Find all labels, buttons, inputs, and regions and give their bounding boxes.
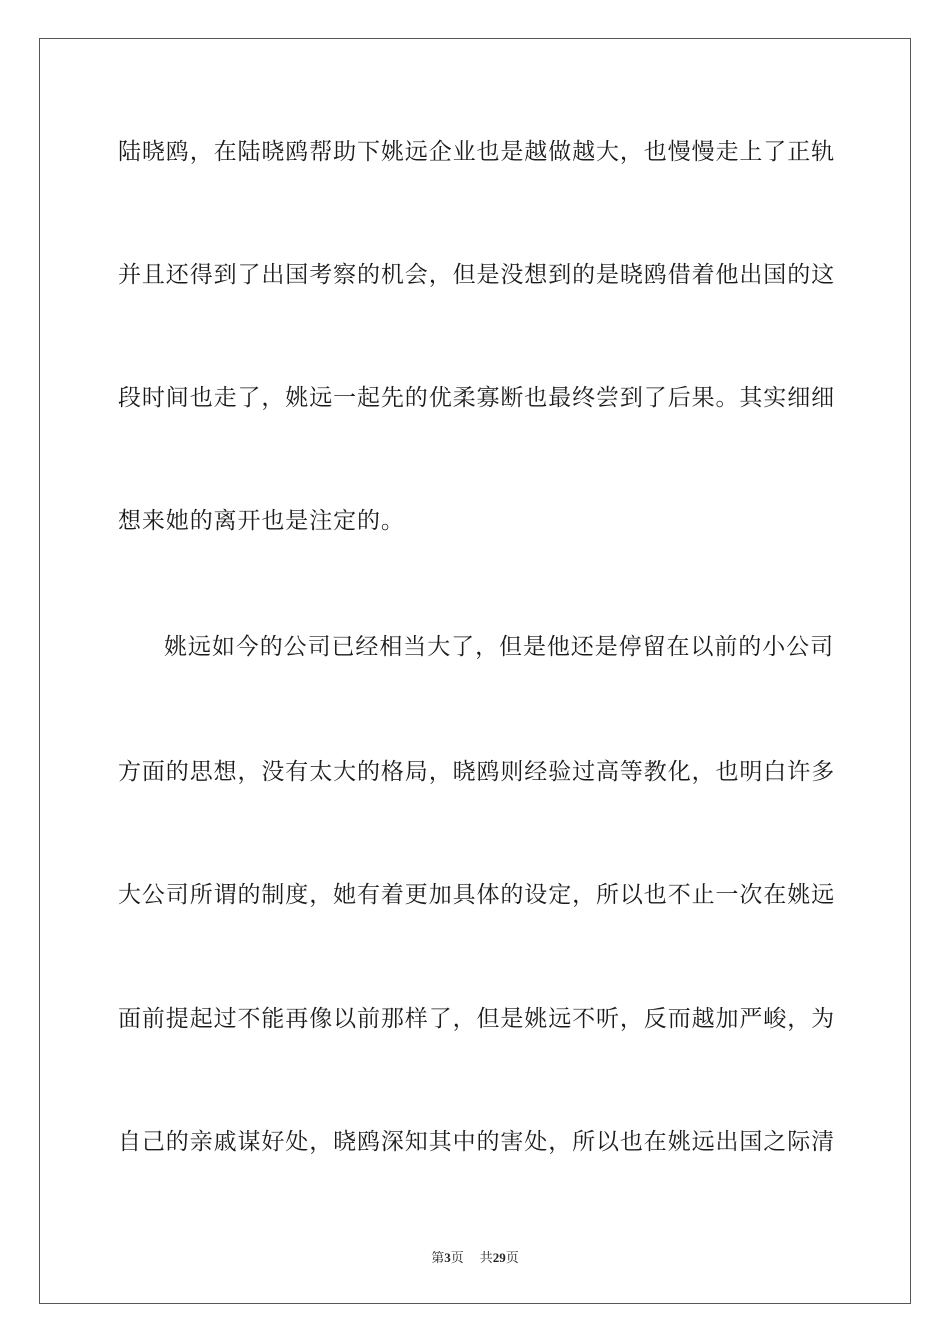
page-suffix: 页 (450, 1250, 464, 1265)
body-text-line-8: 面前提起过不能再像以前那样了，但是姚远不听，反而越加严峻，为 (118, 1006, 835, 1032)
body-text-line-9: 自己的亲戚谋好处，晓鸥深知其中的害处，所以也在姚远出国之际清 (118, 1129, 835, 1155)
body-text-line-7: 大公司所谓的制度，她有着更加具体的设定，所以也不止一次在姚远 (118, 882, 835, 908)
page-border (39, 38, 911, 1304)
page-footer (0, 1247, 950, 1266)
body-text-line-6: 方面的思想，没有太大的格局，晓鸥则经验过高等教化，也明白许多 (118, 759, 835, 785)
body-text-line-4: 想来她的离开也是注定的。 (118, 508, 405, 534)
paragraph-first-line: 姚远如今的公司已经相当大了，但是他还是停留在以前的小公司 (164, 634, 834, 660)
body-text-line-3: 段时间也走了，姚远一起先的优柔寡断也最终尝到了后果。其实细细 (118, 385, 835, 411)
total-suffix: 页 (505, 1250, 519, 1265)
page-number: 3 (444, 1250, 451, 1265)
total-pages: 29 (492, 1250, 506, 1265)
page-prefix: 第 (431, 1250, 445, 1265)
body-text-line-2: 并且还得到了出国考察的机会，但是没想到的是晓鸥借着他出国的这 (118, 262, 835, 288)
total-prefix: 共 (479, 1250, 493, 1265)
body-text-line-1: 陆晓鸥，在陆晓鸥帮助下姚远企业也是越做越大，也慢慢走上了正轨 (118, 139, 835, 165)
